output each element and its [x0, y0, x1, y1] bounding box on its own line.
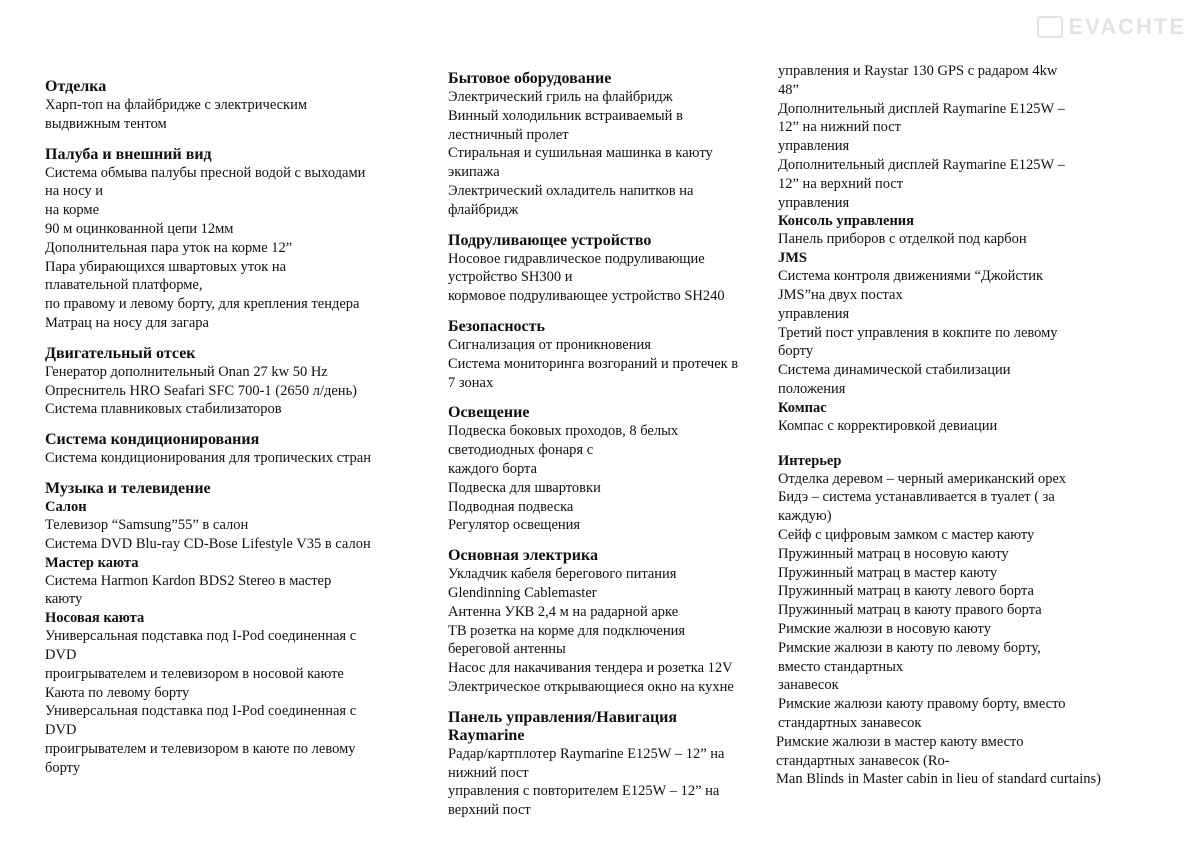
section-text-safety: Сигнализация от проникновения Система мониторинга возгораний и протечек в 7 зонах — [448, 336, 739, 391]
section-text-bow-cabin: Универсальная подставка под I-Pod соединенная с DVD проигрывателем и телевизором в носовой каюте Каюта по левому борту Универсальная подставка под I-Pod соединенная с DVD проигрывателем и телевизором в каюте по левому борту — [45, 628, 357, 776]
section-heading-engine: Двигательный отсек — [45, 344, 196, 362]
section-heading-compass: Компас — [778, 399, 827, 416]
section-heading-aircon: Система кондиционирования — [45, 431, 260, 449]
section-text-console: Панель приборов с отделкой под карбон — [778, 231, 1027, 248]
section-text-interior: Отделка деревом – черный американский орех Бидэ – система устанавливается в туалет ( за каждую) Сейф с цифровым замком с мастер каюту Пружинный матрац в носовую каюту Пружинный матрац в мастер каюту Пружинный матрац в каюту левого борта Пружинный матрац в каюту правого борта Римские жалюзи в носовую каюту Римские жалюзи в каюту по левому борту, вместо стандартных занавесок Римские жалюзи каюту правому борту, вместо стандартных занавесок — [778, 470, 1067, 731]
column-middle — [448, 70, 783, 820]
section-heading-thruster: Подруливающее устройство — [448, 231, 652, 249]
section-text-interior-last: Римские жалюзи в мастер каюту вместо стандартных занавесок (Ro- Man Blinds in Master cabin in lieu of standard curtains) — [776, 733, 1101, 788]
section-text-lighting: Подвеска боковых проходов, 8 белых светодиодных фонаря с каждого борта Подвеска для швартовки Подводная подвеска Регулятор освещения — [448, 423, 679, 534]
column-right — [778, 62, 1178, 789]
watermark-logo — [1037, 14, 1187, 40]
section-text-aircon: Система кондиционирования для тропических стран — [45, 450, 371, 467]
section-text-compass: Компас с корректировкой девиации — [778, 417, 998, 434]
section-text-paluba: Система обмыва палубы пресной водой с выходами на носу и на корме 90 м оцинкованной цепи 12мм Дополнительная пара уток на корме 12” Пара убирающихся швартовых уток на плавательной платформе, по правому и левому борту, для крепления тендера Матрац на носу для загара — [45, 164, 366, 331]
section-heading-otdelka: Отделка — [45, 78, 107, 95]
section-text-navigation: Радар/картплотер Raymarine E125W – 12” на нижний пост управления с повторителем E125W – 12” на верхний пост — [448, 745, 725, 819]
watermark-text: EVACHTE — [1068, 14, 1186, 39]
subheading-bow-cabin: Носовая каюта — [45, 610, 145, 627]
section-text-appliances: Электрический гриль на флайбридж Винный холодильник встраиваемый в лестничный пролет Стиральная и сушильная машинка в каюту экипажа Электрический охладитель напитков на флайбридж — [448, 89, 713, 218]
section-text-navigation-cont: управления и Raystar 130 GPS с радаром 4kw 48” Дополнительный дисплей Raymarine E125W – 12” на нижний пост управления Дополнительный дисплей Raymarine E125W – 12” на верхний пост управления — [778, 63, 1065, 211]
section-text-electrics: Укладчик кабеля берегового питания Glendinning Cablemaster Антенна УКВ 2,4 м на радарной арке ТВ розетка на корме для подключения береговой антенны Насос для накачивания тендера и розетка 12V Электрическое открывающиеся окно на кухне — [448, 566, 734, 695]
section-text-engine: Генератор дополнительный Onan 27 kw 50 Hz Опреснитель HRO Seafari SFC 700-1 (2650 л/день) Система плавниковых стабилизаторов — [45, 363, 358, 418]
section-heading-jms: JMS — [778, 250, 807, 267]
section-text-thruster: Носовое гидравлическое подруливающие устройство SH300 и кормовое подруливающее устройство SH240 — [448, 250, 725, 305]
section-heading-appliances: Бытовое оборудование — [448, 70, 612, 87]
section-heading-navigation: Панель управления/Навигация Raymarine — [448, 708, 678, 744]
section-text-master-cabin: Система Harmon Kardon BDS2 Stereo в мастер каюту — [45, 572, 332, 608]
section-heading-lighting: Освещение — [448, 404, 530, 422]
section-heading-paluba: Палуба и внешний вид — [45, 145, 212, 163]
subheading-salon: Салон — [45, 498, 87, 515]
section-text-salon: Телевизор “Samsung”55” в салон Система DVD Blu-ray CD-Bose Lifestyle V35 в салон — [45, 516, 371, 552]
section-heading-interior: Интерьер — [778, 452, 842, 469]
logo-icon — [1037, 16, 1063, 38]
section-text-jms: Система контроля движениями “Джойстик JMS”на двух постах управления Третий пост управления в кокпите по левому борту Система динамической стабилизации положения — [778, 268, 1058, 397]
section-heading-electrics: Основная электрика — [448, 547, 598, 565]
section-heading-console: Консоль управления — [778, 213, 915, 230]
section-heading-safety: Безопасность — [448, 317, 545, 335]
subheading-master-cabin: Мастер каюта — [45, 554, 139, 571]
section-text-otdelka: Харп-топ на флайбридже с электрическим выдвижным тентом — [45, 97, 308, 132]
section-heading-music-tv: Музыка и телевидение — [45, 479, 211, 497]
column-left — [45, 78, 430, 778]
